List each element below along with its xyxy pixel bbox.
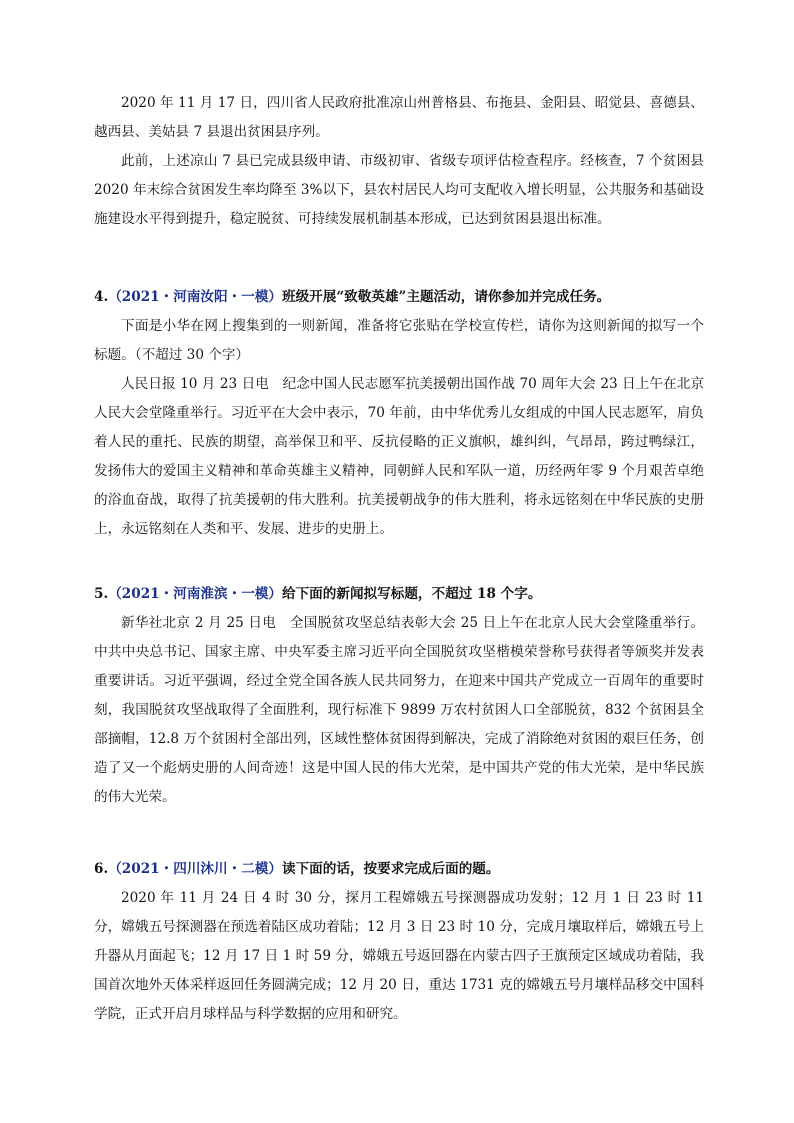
question-6-passage: 2020 年 11 月 24 日 4 时 30 分，探月工程嫦娥五号探测器成功发射；12 月 1 日 23 时 11 分，嫦娥五号探测器在预选着陆区成功着陆；12 月 3 日 23 时 10 分，完成月壤取样后，嫦娥五号上升器从月面起飞；12 月 17 日 1 时 59 分，嫦娥五号返回器在内蒙古四子王旗预定区域成功着陆，我国首次地外天体采样返回任务圆满完成；12 月 20 日，重达 1731 克的嫦娥五号月壤样品移交中国科学院，正式开启月球样品与科学数据的应用和研究。 — [94, 890, 704, 1022]
question-number: 5. — [94, 586, 109, 602]
question-text: 给下面的新闻拟写标题，不超过 18 个字。 — [281, 586, 542, 602]
question-text: 读下面的话，按要求完成后面的题。 — [281, 861, 500, 877]
question-number: 6. — [94, 861, 109, 877]
question-number: 4. — [94, 289, 109, 305]
paragraph-passage-2: 此前，上述凉山 7 县已完成县级申请、市级初审、省级专项评估检查程序。经核查，7 个贫困县 2020 年末综合贫困发生率均降至 3%以下，县农村居民人均可支配收入增长明显，公共服务和基础设施建设水平得到提升，稳定脱贫、可持续发展机制基本形成，已达到贫困县退出标准。 — [94, 153, 704, 227]
question-6-heading — [94, 855, 704, 884]
question-source: （2021・河南汝阳・一模） — [108, 289, 282, 305]
question-source: （2021・河南淮滨・一模） — [108, 586, 282, 602]
question-5-heading — [94, 580, 704, 609]
question-4-instruction: 下面是小华在网上搜集到的一则新闻，准备将它张贴在学校宣传栏，请你为这则新闻的拟写一个标题。（不超过 30 个字） — [94, 318, 704, 363]
question-4-news: 人民日报 10 月 23 日电 纪念中国人民志愿军抗美援朝出国作战 70 周年大会 23 日上午在北京人民大会堂隆重举行。习近平在大会中表示，70 年前，由中华优秀儿女组成的中国人民志愿军，肩负着人民的重托、民族的期望，高举保卫和平、反抗侵略的正义旗帜，雄纠纠，气昂昂，跨过鸭绿江，发扬伟大的爱国主义精神和革命英雄主义精神，同朝鲜人民和军队一道，历经两年零 9 个月艰苦卓绝的浴血奋战，取得了抗美援朝的伟大胜利。抗美援朝战争的伟大胜利，将永远铭刻在中华民族的史册上，永远铭刻在人类和平、发展、进步的史册上。 — [94, 376, 704, 537]
question-text: 班级开展“致敬英雄”主题活动，请你参加并完成任务。 — [281, 289, 611, 305]
question-source: （2021・四川沐川・二模） — [108, 861, 282, 877]
question-5-news: 新华社北京 2 月 25 日电 全国脱贫攻坚总结表彰大会 25 日上午在北京人民大会堂隆重举行。中共中央总书记、国家主席、中央军委主席习近平向全国脱贫攻坚楷模荣誉称号获得者等颁奖并发表重要讲话。习近平强调，经过全党全国各族人民共同努力，在迎来中国共产党成立一百周年的重要时刻，我国脱贫攻坚战取得了全面胜利，现行标准下 9899 万农村贫困人口全部脱贫，832 个贫困县全部摘帽，12.8 万个贫困村全部出列，区域性整体贫困得到解决，完成了消除绝对贫困的艰巨任务，创造了又一个彪炳史册的人间奇迹！这是中国人民的伟大光荣，是中国共产党的伟大光荣，是中华民族的伟大光荣。 — [94, 615, 704, 805]
question-4-heading — [94, 283, 704, 312]
paragraph-passage-1: 2020 年 11 月 17 日，四川省人民政府批准凉山州普格县、布拖县、金阳县、昭觉县、喜德县、越西县、美姑县 7 县退出贫困县序列。 — [94, 95, 704, 140]
